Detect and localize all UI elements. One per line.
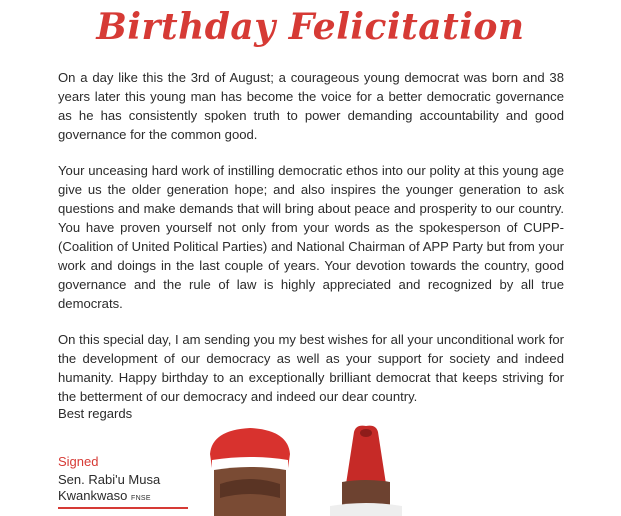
signer-name: [58, 472, 160, 507]
paragraph-1: On a day like this the 3rd of August; a courageous young democrat was born and 38 years later this young man has become the voice for a better democratic governance as he has consistently spoken truth to power demanding accountability and good governance for the common good.: [58, 70, 564, 142]
signature-underline: [58, 507, 188, 509]
left-person: [210, 428, 290, 516]
signer-name-line1: Sen. Rabi'u Musa: [58, 472, 161, 487]
signer-suffix: FNSE: [131, 495, 151, 502]
signer-surname: Kwankwaso: [58, 488, 128, 503]
paragraph-3: On this special day, I am sending you my best wishes for all your unconditional work for the development of our democracy as well as your support for society and indeed humanity. Happy birthday to an exceptionally brilliant democrat that keeps striving for the betterment of our democracy and indeed our dear country.: [58, 332, 564, 404]
closing: Best regards: [58, 406, 133, 421]
right-person: [330, 426, 402, 516]
signer-name-line2: [58, 488, 160, 507]
portrait-photo: [190, 424, 490, 516]
paragraph-2: Your unceasing hard work of instilling democratic ethos into our polity at this young age give us the older generation hope; and also inspires the younger generation to ask questions and make demands that will bring about peace and prosperity to our country. You have proven yourself not only from your words as the spokesperson of CUPP-(Coalition of United Political Parties) and National Chairman of APP Party but from your work and doings in the last couple of years. Your devotion towards the country, good governance and the rule of law is highly appreciated and recognized by all true democrats.: [58, 163, 564, 311]
letter-body: [58, 68, 564, 423]
signed-label: Signed: [58, 454, 99, 469]
page-title: Birthday Felicitation: [96, 6, 525, 48]
